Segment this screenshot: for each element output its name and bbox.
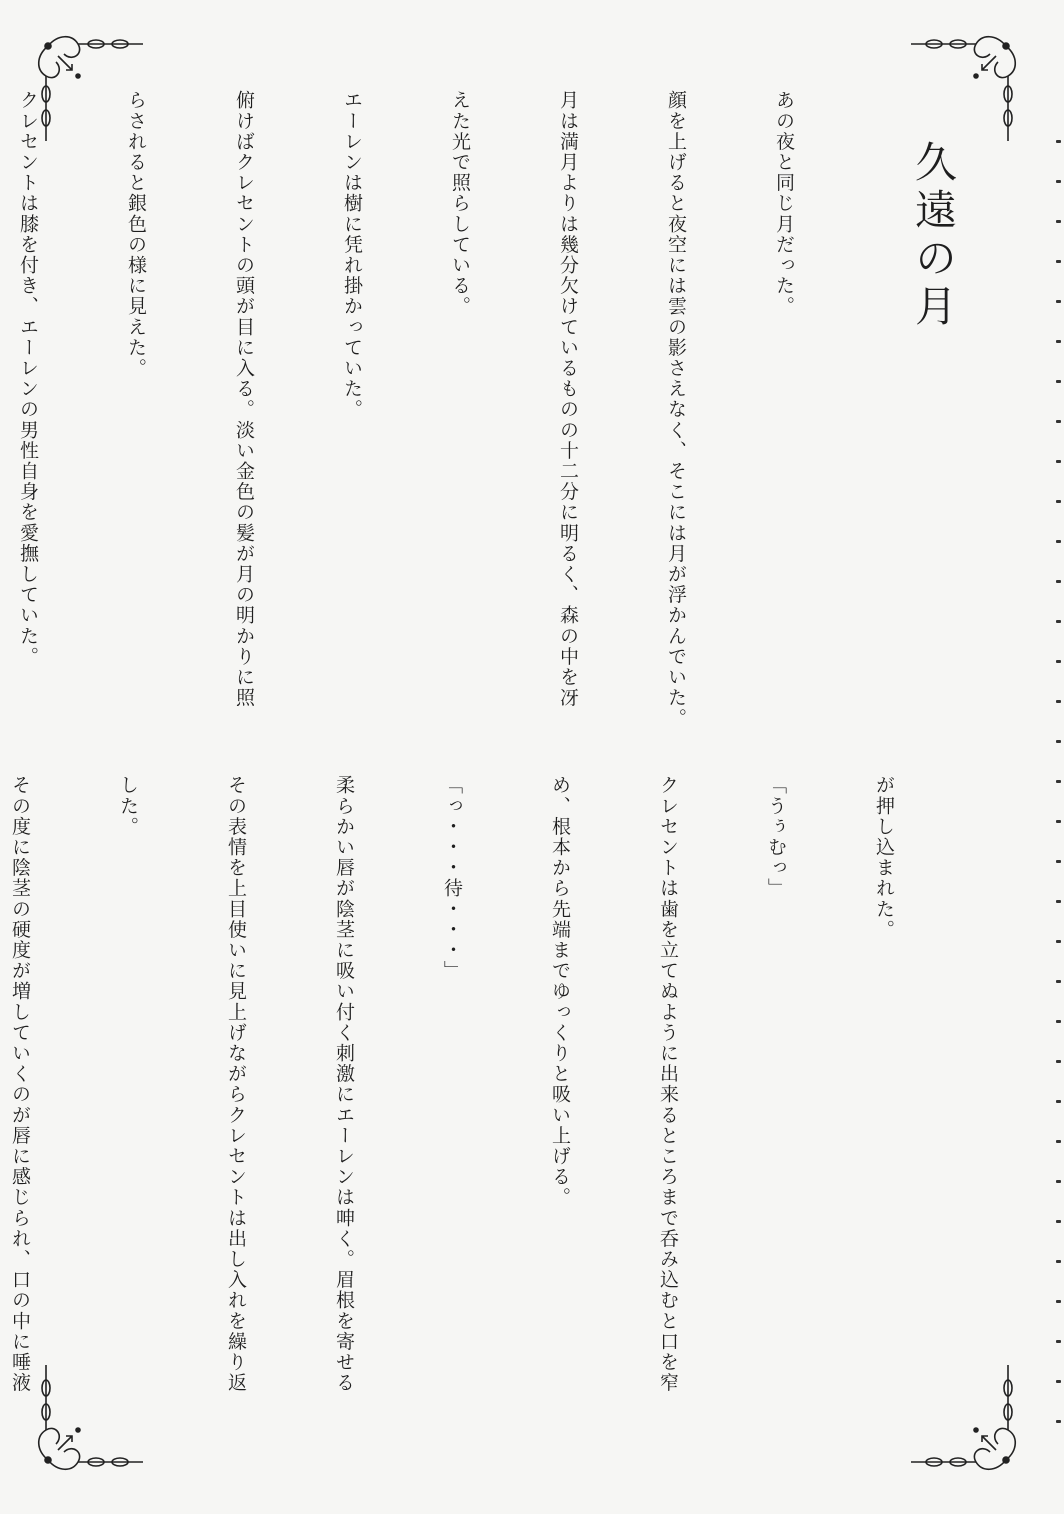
text-line: した。 (117, 775, 139, 837)
text-line: 俯けばクレセントの頭が目に入る。淡い金色の髪が月の明かりに照 (233, 90, 255, 708)
text-line: 「うぅむっ」 (765, 775, 787, 899)
text-line: が押し込まれた。 (873, 775, 895, 940)
text-block-lower (0, 775, 974, 1415)
binding-marks (1056, 140, 1062, 1440)
text-line: その表情を上目使いに見上げながらクレセントは出し入れを繰り返 (225, 775, 247, 1393)
text-line: エーレンは樹に凭れ掛かっていた。 (341, 90, 363, 420)
text-line: 顔を上げると夜空には雲の影さえなく、そこには月が浮かんでいた。 (665, 90, 687, 729)
text-line: その度に陰茎の硬度が増していくのが唇に感じられ、口の中に唾液 (9, 775, 31, 1393)
text-line: 「っ・・・待・・・」 (441, 775, 463, 981)
text-line: め、根本から先端までゆっくりと吸い上げる。 (549, 775, 571, 1208)
corner-ornament-top-right (906, 26, 1026, 146)
text-block-upper (0, 90, 874, 730)
text-line: 月は満月よりは幾分欠けているものの十二分に明るく、森の中を冴 (557, 90, 579, 708)
page-title: 久遠の月 (909, 140, 958, 332)
text-line: クレセントは歯を立てぬように出来るところまで呑み込むと口を窄 (657, 775, 679, 1393)
text-line: クレセントは膝を付き、エーレンの男性自身を愛撫していた。 (17, 90, 39, 667)
text-line: あの夜と同じ月だった。 (773, 90, 795, 317)
text-line: えた光で照らしている。 (449, 90, 471, 317)
text-line: らされると銀色の様に見えた。 (125, 90, 147, 379)
text-line: 柔らかい唇が陰茎に吸い付く刺激にエーレンは呻く。眉根を寄せる (333, 775, 355, 1393)
